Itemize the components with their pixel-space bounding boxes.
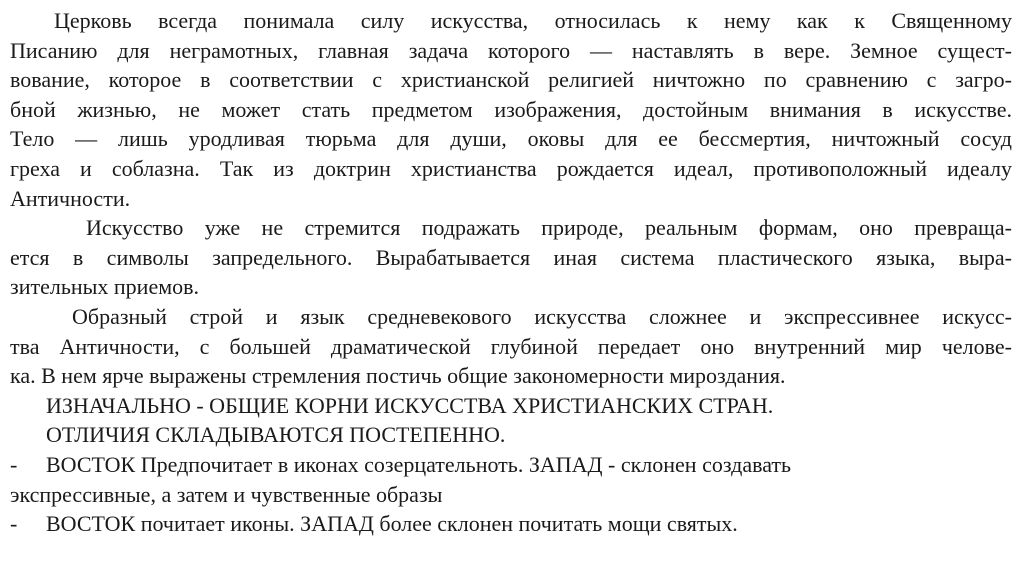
bullet-list [10,450,1012,539]
text-line: зительных приемов. [10,274,200,300]
text-line: ется в символы запредельного. Вырабатывается иная система пластического языка, выра- [10,244,1012,270]
text-line: ка. В нем ярче выражены стремления постичь общие закономерности мироздания. [10,363,786,389]
list-item [10,450,1012,509]
text-line: тва Античности, с большей драматической глубиной передает оно внутренний мир челове- [10,333,1012,359]
text-line: Искусство уже не стремится подражать природе, реальным формам, оно превраща- [86,215,1012,241]
list-item [10,509,1012,539]
text-line: греха и соблазна. Так из доктрин христианства рождается идеал, противоположный идеалу [10,155,1012,181]
caps-block [10,391,1012,450]
text-line: вование, которое в соответствии с христианской религией ничтожно по сравнению с загро- [10,67,1012,93]
text-line: Писанию для неграмотных, главная задача которого — наставлять в вере. Земное сущест- [10,37,1012,63]
paragraph-church-art [10,6,1012,213]
bullet-text: ВОСТОК почитает иконы. ЗАПАД более склонен почитать мощи святых. [46,511,738,537]
bullet-marker: - [10,511,18,537]
bullet-marker: - [10,451,18,477]
paragraph-symbols [10,213,1012,302]
text-line: Тело — лишь уродливая тюрьма для души, оковы для ее бессмертия, ничтожный сосуд [10,126,1012,152]
bullet-text: ВОСТОК Предпочитает в иконах созерцательноть. ЗАПАД - склонен создавать [46,451,792,477]
caps-line: ИЗНАЧАЛЬНО - ОБЩИЕ КОРНИ ИСКУССТВА ХРИСТИАНСКИХ СТРАН. [46,392,774,418]
text-line: Образный строй и язык средневекового искусства сложнее и экспрессивнее искусс- [72,303,1012,329]
caps-line: ОТЛИЧИЯ СКЛАДЫВАЮТСЯ ПОСТЕПЕННО. [46,422,506,448]
text-line: Церковь всегда понимала силу искусства, относилась к нему как к Священному [54,8,1012,33]
text-line: бной жизнью, не может стать предметом изображения, достойным внимания в искусстве. [10,96,1012,122]
bullet-text-continuation: экспрессивные, а затем и чувственные образы [10,481,443,507]
text-line: Античности. [10,185,131,211]
paragraph-medieval-art [10,302,1012,391]
